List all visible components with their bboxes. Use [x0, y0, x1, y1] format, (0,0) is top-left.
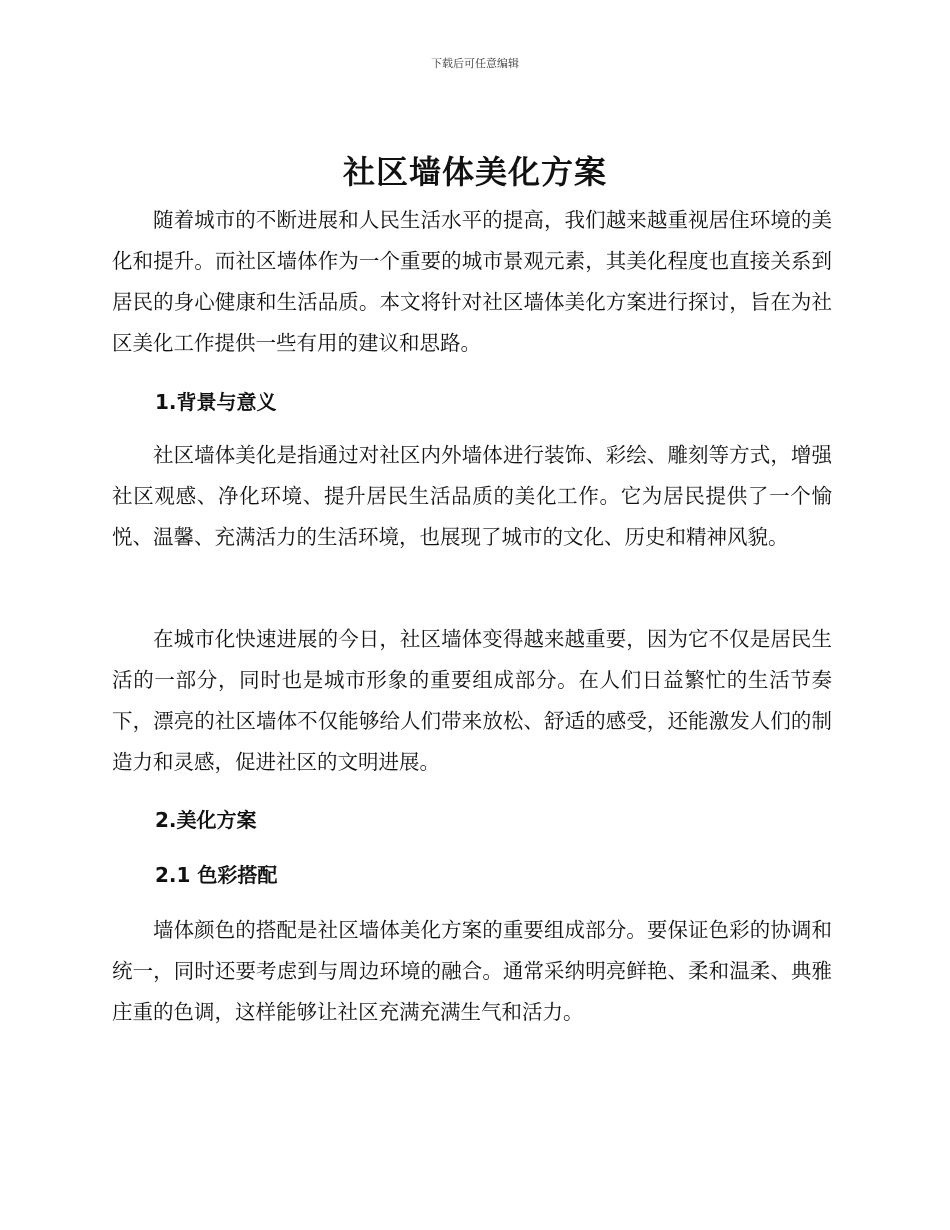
body-paragraph: 在城市化快速进展的今日，社区墙体变得越来越重要，因为它不仅是居民生活的一部分，同时也是城市形象的重要组成部分。在人们日益繁忙的生活节奏下，漂亮的社区墙体不仅能够给人们带来放松、舒适的感受，还能激发人们的制造力和灵感，促进社区的文明进展。	[112, 627, 832, 774]
intro-paragraph: 随着城市的不断进展和人民生活水平的提高，我们越来越重视居住环境的美化和提升。而社区墙体作为一个重要的城市景观元素，其美化程度也直接关系到居民的身心健康和生活品质。本文将针对社区墙体美化方案进行探讨，旨在为社区美化工作提供一些有用的建议和思路。	[112, 208, 832, 355]
subsection-heading-color: 2.1 色彩搭配	[155, 863, 278, 887]
body-paragraph: 墙体颜色的搭配是社区墙体美化方案的重要组成部分。要保证色彩的协调和统一，同时还要考虑到与周边环境的融合。通常采纳明亮鲜艳、柔和温柔、典雅庄重的色调，这样能够让社区充满充满生气和活力。	[112, 918, 832, 1024]
body-paragraph: 社区墙体美化是指通过对社区内外墙体进行装饰、彩绘、雕刻等方式，增强社区观感、净化环境、提升居民生活品质的美化工作。它为居民提供了一个愉悦、温馨、充满活力的生活环境，也展现了城市的文化、历史和精神风貌。	[112, 443, 832, 549]
document-title: 社区墙体美化方案	[342, 153, 607, 191]
page-header: 下载后可任意编辑	[431, 57, 519, 70]
section-heading-background: 1.背景与意义	[155, 390, 277, 414]
section-heading-plan: 2.美化方案	[155, 808, 257, 832]
